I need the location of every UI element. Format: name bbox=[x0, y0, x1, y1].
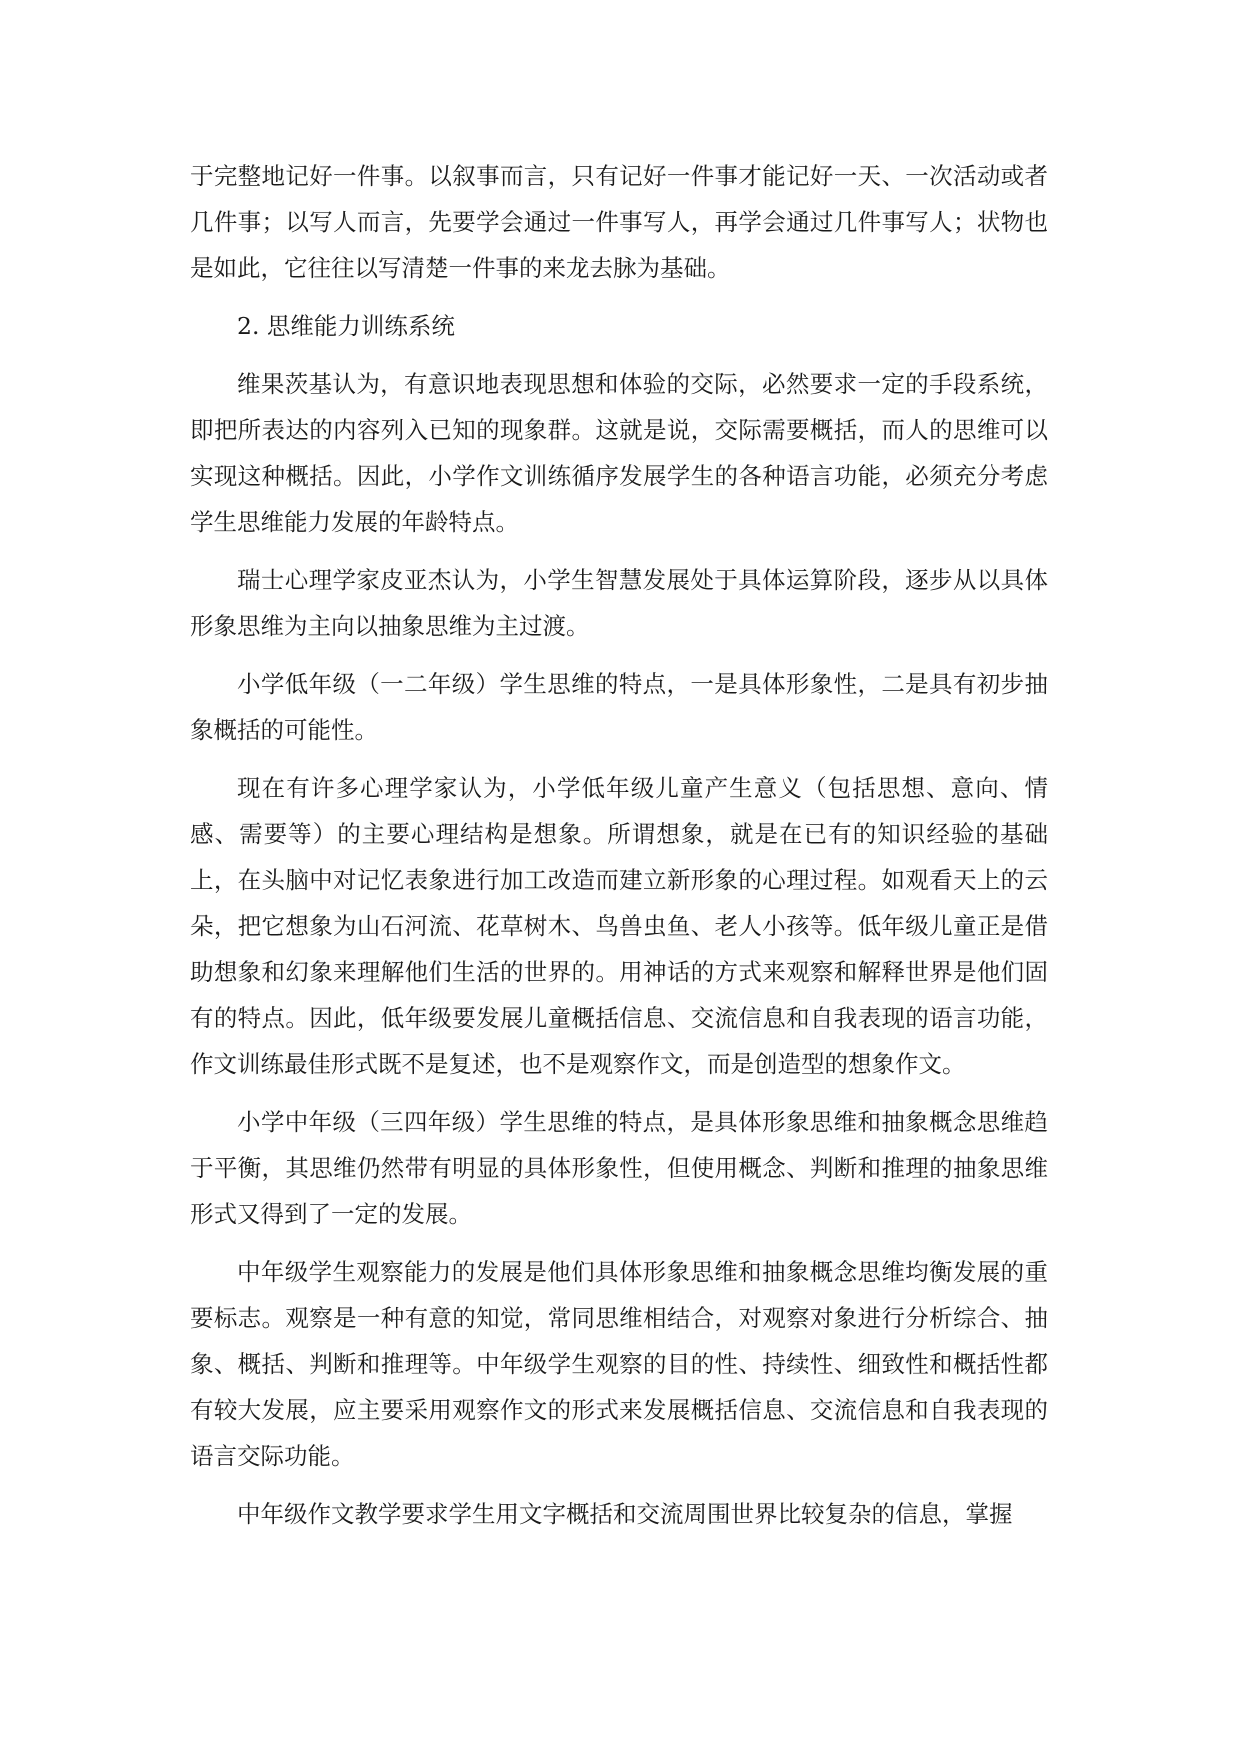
paragraph: 维果茨基认为，有意识地表现思想和体验的交际，必然要求一定的手段系统，即把所表达的内容列入已知的现象群。这就是说，交际需要概括，而人的思维可以实现这种概括。因此，小学作文训练循序发展学生的各种语言功能，必须充分考虑学生思维能力发展的年龄特点。 bbox=[190, 370, 1048, 536]
paragraph-continuation: 于完整地记好一件事。以叙事而言，只有记好一件事才能记好一天、一次活动或者几件事；以写人而言，先要学会通过一件事写人，再学会通过几件事写人；状物也是如此，它往往以写清楚一件事的来龙去脉为基础。 bbox=[190, 162, 1048, 282]
section-heading: 2. 思维能力训练系统 bbox=[237, 312, 455, 340]
paragraph: 瑞士心理学家皮亚杰认为，小学生智慧发展处于具体运算阶段，逐步从以具体形象思维为主向以抽象思维为主过渡。 bbox=[190, 566, 1048, 640]
paragraph: 中年级学生观察能力的发展是他们具体形象思维和抽象概念思维均衡发展的重要标志。观察是一种有意的知觉，常同思维相结合，对观察对象进行分析综合、抽象、概括、判断和推理等。中年级学生观察的目的性、持续性、细致性和概括性都有较大发展，应主要采用观察作文的形式来发展概括信息、交流信息和自我表现的语言交际功能。 bbox=[190, 1258, 1048, 1470]
paragraph: 现在有许多心理学家认为，小学低年级儿童产生意义（包括思想、意向、情感、需要等）的主要心理结构是想象。所谓想象，就是在已有的知识经验的基础上，在头脑中对记忆表象进行加工改造而建立新形象的心理过程。如观看天上的云朵，把它想象为山石河流、花草树木、鸟兽虫鱼、老人小孩等。低年级儿童正是借助想象和幻象来理解他们生活的世界的。用神话的方式来观察和解释世界是他们固有的特点。因此，低年级要发展儿童概括信息、交流信息和自我表现的语言功能，作文训练最佳形式既不是复述，也不是观察作文，而是创造型的想象作文。 bbox=[190, 774, 1048, 1078]
paragraph: 中年级作文教学要求学生用文字概括和交流周围世界比较复杂的信息，掌握 bbox=[237, 1500, 1013, 1528]
paragraph: 小学中年级（三四年级）学生思维的特点，是具体形象思维和抽象概念思维趋于平衡，其思维仍然带有明显的具体形象性，但使用概念、判断和推理的抽象思维形式又得到了一定的发展。 bbox=[190, 1108, 1048, 1228]
paragraph: 小学低年级（一二年级）学生思维的特点，一是具体形象性，二是具有初步抽象概括的可能性。 bbox=[190, 670, 1048, 744]
document-body bbox=[190, 153, 1048, 1549]
